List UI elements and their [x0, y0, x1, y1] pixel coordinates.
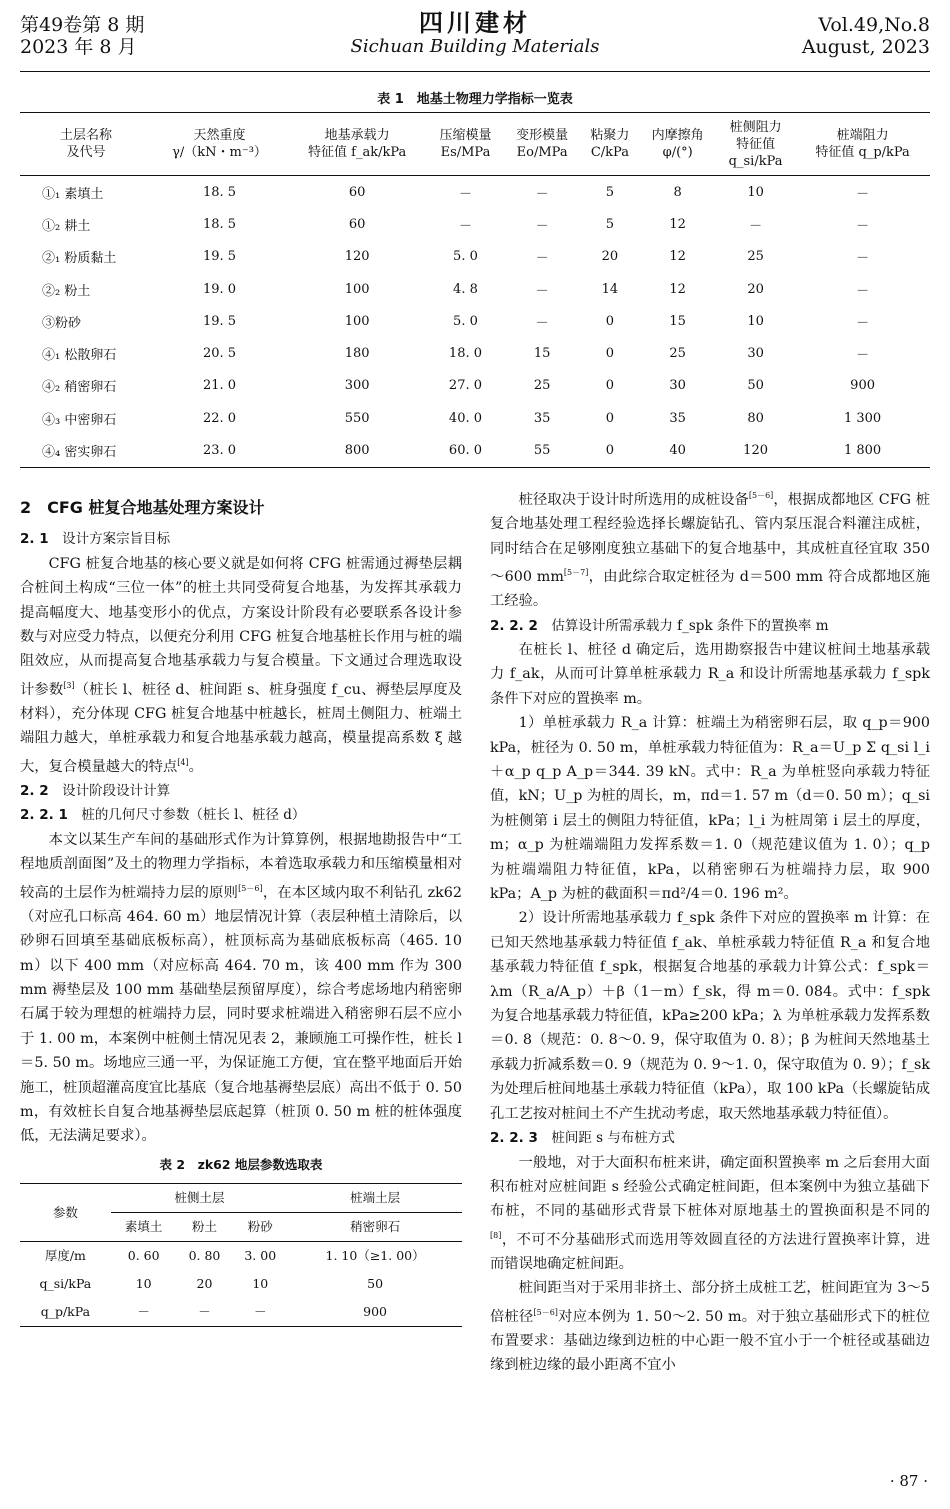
issue-date-en: August, 2023 [801, 36, 930, 58]
paragraph: 在桩长 l、桩径 d 确定后，选用勘察报告中建议桩间土地基承载力 f_ak，从而可计算单桩承载力 R_a 和设计所需地基承载力 f_spk 条件下对应的置换率 m。 [490, 641, 930, 707]
subsection-heading [490, 614, 930, 638]
table-cell: 12 [669, 249, 686, 265]
table-cell: 27. 0 [448, 378, 482, 394]
column-header-line: 土层名称 [59, 128, 112, 143]
soil-layer-name: ④₄ 密实卵石 [20, 434, 152, 467]
table-cell: 5 [605, 216, 615, 232]
column-header: 稍密卵石 [288, 1213, 462, 1242]
table-cell: － [856, 186, 870, 202]
section-heading: 2 CFG 桩复合地基处理方案设计 [20, 498, 265, 517]
subsection-title: 估算设计所需承载力 f_spk 条件下的置换率 m [551, 617, 829, 634]
table-cell: 80 [747, 410, 764, 426]
table-cell: 19. 0 [202, 281, 237, 297]
right-column [490, 484, 930, 1378]
table-cell: － [535, 218, 549, 234]
table-cell: 60 [348, 216, 366, 232]
column-header-line: C/kPa [590, 145, 629, 160]
table-cell: 35 [533, 410, 551, 426]
paragraph: 1）单桩承载力 R_a 计算：桩端土为稍密卵石层，取 q_p＝900 kPa，桩径为 0. 50 m，单桩承载力特征值为：R_a＝U_p Σ q_si l_i＋α_p q_p A_p＝344. 39 kN。式中：R_a 为单桩竖向承载力特征值，kN；U_p 为桩的周长，m，πd＝1. 57 m（d＝0. 50 m）；q_si 为桩侧第 i 层土的侧阻力特征值，kPa；l_i 为桩周第 i 层土的厚度，m；α_p 为桩端端阻力发挥系数＝1. 0（规范建议值为 1. 0）；q_p 为桩端端阻力特征值，kPa，以稍密卵石为桩端持力层，取 900 kPa；A_p 为桩的截面积＝πd²/4＝0. 196 m²。 [490, 715, 930, 903]
subsection-title: 设计方案宗旨目标 [62, 531, 171, 548]
column-header-line: 内摩擦角 [651, 128, 704, 143]
table-cell: － [856, 348, 870, 364]
soil-layer-name: ①₂ 耕土 [42, 218, 91, 234]
paragraph: 2）设计所需地基承载力 f_spk 条件下对应的置换率 m 计算：在已知天然地基承载力特征值 f_ak、单桩承载力特征值 R_a 和复合地基承载力特征值 f_spk，根据复合地基的承载力计算公式：f_spk＝λm（R_a/A_p）＋β（1－m）f_sk，得 m＝0. 084。式中：f_spk 为复合地基承载力特征值，kPa≥200 kPa；λ 为单桩承载力发挥系数＝0. 8（规范：0. 8～0. 9，保守取值为 0. 8）；β 为桩间天然地基土承载力折减系数＝0. 9（规范为 0. 9～1. 0，保守取值为 0. 9）；f_sk 为处理后桩间地基土承载力特征值（kPa），取 100 kPa（长螺旋钻成孔工艺按对桩间土不产生扰动考虑，取天然地基承载力特征值）。 [490, 910, 930, 1122]
table-cell: 18. 5 [202, 184, 237, 200]
page-number: · 87 · [889, 1472, 928, 1490]
column-header-line: 粘聚力 [590, 128, 630, 143]
column-header-line: γ/（kN・m⁻³） [172, 145, 267, 160]
table-cell: 12 [669, 281, 686, 297]
paragraph-text: CFG 桩复合地基的核心要义就是如何将 CFG 桩需通过褥垫层耦合桩间土构成“三位一体”的桩土共同受荷复合地基，为发挥其承载力提高幅度大、地基变形小的优点，方案设计阶段有必要联系各设计参数与对应受力特点，以便充分利用 CFG 桩复合地基桩长作用与桩的端阻效应，从而提高复合地基承载力与复合模量。下文通过合理选取设计参数 [20, 555, 462, 698]
table-cell: 1 800 [795, 434, 930, 467]
subsection-title: 设计阶段设计计算 [62, 783, 171, 799]
column-header-line: q_si/kPa [728, 153, 783, 169]
table-cell: 40. 0 [448, 410, 482, 426]
paragraph-text: ，由此综合取定桩径为 d＝500 mm 符合成都地区施工经验。 [490, 568, 931, 610]
table-cell: － [535, 283, 549, 299]
table-cell: 10 [747, 313, 764, 329]
paragraph-text: 一般地，对于大面积布桩来讲，确定面积置换率 m 之后套用大面积布桩对应桩间距 s 经验公式确定桩间距，但本案例中为独立基础下布桩，不同的基础形式背景下桩体对原地基土的置换面积是不同的 [490, 1154, 930, 1220]
journal-logo: 四川建材 [419, 8, 531, 37]
table-cell: 20 [747, 281, 764, 297]
column-header [504, 113, 581, 176]
table-cell: 800 [287, 434, 427, 467]
issue-info-en [802, 14, 930, 58]
citation: [5－7] [563, 567, 589, 577]
column-header-line: 地基承载力 [324, 128, 390, 143]
subsection-title: 桩的几何尺寸参数（桩长 l、桩径 d） [81, 807, 306, 824]
column-header [716, 113, 795, 176]
table-cell: － [749, 218, 763, 234]
table-row [20, 1270, 462, 1298]
column-header-line: 及代号 [66, 145, 106, 160]
table-cell: － [535, 315, 549, 331]
table-cell: － [856, 315, 870, 331]
table-cell: 3. 00 [244, 1248, 277, 1264]
table-cell: － [458, 186, 472, 202]
subsection-number: 2. 2. 2 [490, 617, 538, 634]
column-header: 素填土 [111, 1213, 177, 1242]
table-cell: 20 [196, 1276, 213, 1292]
table-cell: 10 [252, 1276, 269, 1292]
table-cell: － [111, 1298, 177, 1327]
table-cell: 4. 8 [453, 281, 478, 297]
table-cell: 100 [344, 313, 370, 329]
table-cell: 22. 0 [202, 410, 237, 426]
paragraph [20, 552, 462, 779]
column-header: 粉土 [177, 1213, 233, 1242]
table-cell: 15 [669, 313, 686, 329]
table-cell: 5 [605, 184, 615, 200]
stratum-parameters-table [20, 1183, 462, 1327]
subsection-number: 2. 1 [20, 531, 49, 548]
column-header-line: 桩端阻力 [836, 128, 889, 143]
citation: [5－6] [533, 1307, 558, 1317]
table-row [20, 176, 930, 209]
table-cell: 0 [605, 346, 615, 362]
paragraph [20, 828, 462, 1149]
citation: [5－6] [748, 491, 774, 500]
table-cell: q_p/kPa [20, 1298, 111, 1327]
table1-caption: 表 1 地基土物理力学指标一览表 [377, 92, 573, 107]
subsection-number: 2. 2 [20, 783, 49, 799]
table-row [20, 434, 930, 467]
subsection-number: 2. 2. 3 [490, 1130, 538, 1147]
table-cell: 60. 0 [427, 434, 504, 467]
subsection-title: 桩间距 s 与布桩方式 [551, 1130, 675, 1147]
soil-layer-name: ③粉砂 [42, 315, 82, 331]
issue-date: 2023 年 8 月 [20, 36, 137, 58]
paragraph-text: 。 [188, 758, 203, 775]
table-cell: 18. 0 [448, 346, 482, 362]
subsection-heading [20, 803, 462, 827]
table-cell: 120 [344, 249, 370, 265]
table-row [20, 273, 930, 305]
column-header-line: φ/(°) [662, 145, 693, 160]
table-row [20, 241, 930, 273]
table-cell: 19. 5 [202, 313, 237, 329]
table-cell: 18. 5 [202, 216, 237, 232]
citation: [5－6] [238, 883, 263, 893]
table-cell: 50 [367, 1276, 384, 1292]
column-header-line: Eo/MPa [516, 145, 568, 160]
table-cell: 20 [601, 249, 619, 265]
paragraph [490, 1276, 930, 1377]
table-cell: 30 [747, 346, 764, 362]
table-row [20, 402, 930, 434]
table-cell: 1 300 [843, 410, 882, 426]
table-cell: 20. 5 [202, 346, 237, 362]
column-header [152, 113, 287, 176]
citation: [4] [177, 757, 189, 767]
param-header: 参数 [20, 1184, 111, 1242]
header-rule [20, 71, 930, 72]
table-cell: － [856, 218, 870, 234]
column-header-line: 特征值 [736, 136, 776, 152]
table-cell: － [535, 186, 549, 202]
table-cell: 15 [533, 346, 551, 362]
table-cell: 120 [716, 434, 795, 467]
table-cell: 10 [747, 184, 764, 200]
column-header-line: Es/MPa [440, 145, 491, 160]
soil-layer-name: ④₃ 中密卵石 [42, 412, 117, 428]
table-cell: － [856, 251, 870, 267]
table-cell: 25 [533, 378, 551, 394]
table-cell: 0 [605, 313, 615, 329]
table-row [20, 1298, 462, 1327]
table-cell: 19. 5 [202, 249, 237, 265]
paragraph-text: 桩径取决于设计时所选用的成桩设备 [518, 491, 749, 508]
column-header [795, 113, 930, 176]
column-header-line: 特征值 q_p/kPa [815, 145, 910, 160]
table-cell: 厚度/m [44, 1248, 86, 1264]
table-cell: 23. 0 [152, 434, 287, 467]
paragraph-text: ，不可不分基础形式而选用等效圆直径的方法进行置换率计算，进而错误地确定桩间距。 [490, 1231, 930, 1272]
table-cell: q_si/kPa [39, 1276, 92, 1292]
paragraph-text: 本文以某生产车间的基础形式作为计算算例，根据地勘报告中“工程地质剖面图”及土的物理力学指标，本着选取承载力和压缩模量相对较高的土层作为桩端持力层的原则 [20, 831, 462, 901]
column-header [580, 113, 639, 176]
paragraph-text: （桩长 l、桩径 d、桩间距 s、桩身强度 f_cu、褥垫层厚度及材料），充分体现 CFG 桩复合地基中桩越长，桩周土侧阻力、桩端土端阻力越大，单桩承载力和复合地基承载力越高，模量提高系数 ξ 越大，复合模量越大的特点 [20, 681, 462, 775]
paragraph-text: 桩间距当对于采用非挤土、部分挤土成桩工艺，桩间距宜为 3～5 倍桩径 [490, 1280, 930, 1325]
table-cell: 0. 60 [127, 1248, 160, 1264]
table-cell: 300 [344, 378, 370, 394]
citation: [8] [490, 1230, 502, 1240]
column-header-line: 特征值 f_ak/kPa [308, 145, 407, 160]
column-header [639, 113, 716, 176]
soil-layer-name: ①₁ 素填土 [42, 186, 104, 202]
table-cell: 60 [348, 184, 366, 200]
paragraph-text: ，根据成都地区 CFG 桩复合地基处理工程经验选择长螺旋钻孔、管内泵压混合料灌注成桩，同时结合在足够刚度独立基础下的复合地基中，其成桩直径宜取 350～600 mm [490, 491, 930, 585]
column-header [287, 113, 427, 176]
pile-side-group-header: 桩侧土层 [111, 1184, 288, 1213]
table-cell: 30 [669, 378, 686, 394]
table-cell: 0 [580, 434, 639, 467]
left-column [20, 496, 462, 1327]
subsection-heading [20, 779, 462, 803]
table-cell: － [177, 1298, 233, 1327]
table-cell: 10 [135, 1276, 152, 1292]
table-cell: 1. 10（≥1. 00） [325, 1248, 425, 1264]
table-cell: 100 [344, 281, 370, 297]
table-cell: 14 [601, 281, 619, 297]
paragraph-text: ，在本区域内取不利钻孔 zk62（对应孔口标高 464. 60 m）地层情况计算（表层种植土清除后，以砂卵石回填至基础底板标高），桩顶标高为基础底板标高（465. 10 m）以下 400 mm（对应标高 464. 70 m，该 400 mm 作为 300 mm 褥垫层及 100 mm 基础垫层预留厚度），综合考虑场地内稍密卵石属于较为理想的桩端持力层，同时要求桩端进入稍密卵石层不应小于 1. 00 m，本案例中桩侧土情况见表 2，兼顾施工可操作性，桩长 l＝5. 50 m。场地应三通一平，为保证施工方便，宜在整平地面后开始施工，桩顶超灌高度宜比基底（复合地基褥垫层底）高出不低于 0. 50 m，有效桩长自复合地基褥垫层底起算（桩顶 0. 50 m 桩的桩体强度低，无法满足要求）。 [20, 884, 463, 1145]
table-cell: － [535, 251, 549, 267]
table-cell: 40 [639, 434, 716, 467]
citation: [3] [63, 680, 75, 690]
table-cell: 900 [850, 378, 875, 394]
column-header-line: 天然重度 [193, 128, 246, 143]
table2-caption: 表 2 zk62 地层参数选取表 [159, 1156, 323, 1172]
subsection-heading [20, 527, 462, 551]
soil-layer-name: ②₁ 粉质黏土 [42, 251, 117, 267]
table-cell: 21. 0 [202, 378, 237, 394]
table-cell: 55 [504, 434, 581, 467]
table-cell: 5. 0 [453, 249, 478, 265]
table-cell: － [232, 1298, 288, 1327]
table-cell: － [856, 283, 870, 299]
table-cell: 900 [288, 1298, 462, 1327]
table-row [20, 208, 930, 240]
volume-issue: 第49卷第 8 期 [20, 14, 145, 36]
table-cell: 25 [669, 346, 686, 362]
table-cell: 5. 0 [453, 313, 478, 329]
journal-name-en: Sichuan Building Materials [350, 36, 600, 57]
soil-properties-table [20, 112, 930, 468]
soil-layer-name: ④₁ 松散卵石 [42, 348, 117, 364]
paragraph [490, 484, 930, 614]
paragraph-text: 对应本例为 1. 50～2. 50 m。对于独立基础形式下的桩位布置要求：基础边缘到边桩的中心距一般不宜小于一个桩径或基础边缘到桩边缘的最小距离不宜小 [490, 1308, 930, 1374]
table-cell: 0. 80 [188, 1248, 221, 1264]
soil-layer-name: ②₂ 粉土 [42, 283, 91, 299]
table-cell: 0 [605, 410, 615, 426]
subsection-number: 2. 2. 1 [20, 807, 68, 824]
column-header [20, 113, 152, 176]
column-header [427, 113, 504, 176]
table-cell: － [458, 218, 472, 234]
table-cell: 550 [344, 410, 370, 426]
table-cell: 8 [673, 184, 682, 200]
column-header-line: 压缩模量 [439, 128, 492, 143]
table-cell: 0 [605, 378, 615, 394]
table-row [20, 305, 930, 337]
pile-end-group-header: 桩端土层 [288, 1184, 462, 1213]
soil-layer-name: ④₂ 稍密卵石 [42, 380, 117, 396]
table-cell: 25 [747, 249, 764, 265]
column-header: 粉砂 [232, 1213, 288, 1242]
table-row [20, 1242, 462, 1271]
table-cell: 180 [344, 346, 370, 362]
column-header-line: 变形模量 [516, 128, 569, 143]
volume-issue-en: Vol.49,No.8 [818, 14, 930, 36]
table-row [20, 337, 930, 369]
table-cell: 12 [669, 216, 686, 232]
subsection-heading [490, 1126, 930, 1150]
table-cell: 50 [747, 378, 764, 394]
column-header-line: 桩侧阻力 [729, 119, 782, 135]
paragraph [490, 1151, 930, 1277]
table-row [20, 370, 930, 402]
table-cell: 35 [669, 410, 686, 426]
